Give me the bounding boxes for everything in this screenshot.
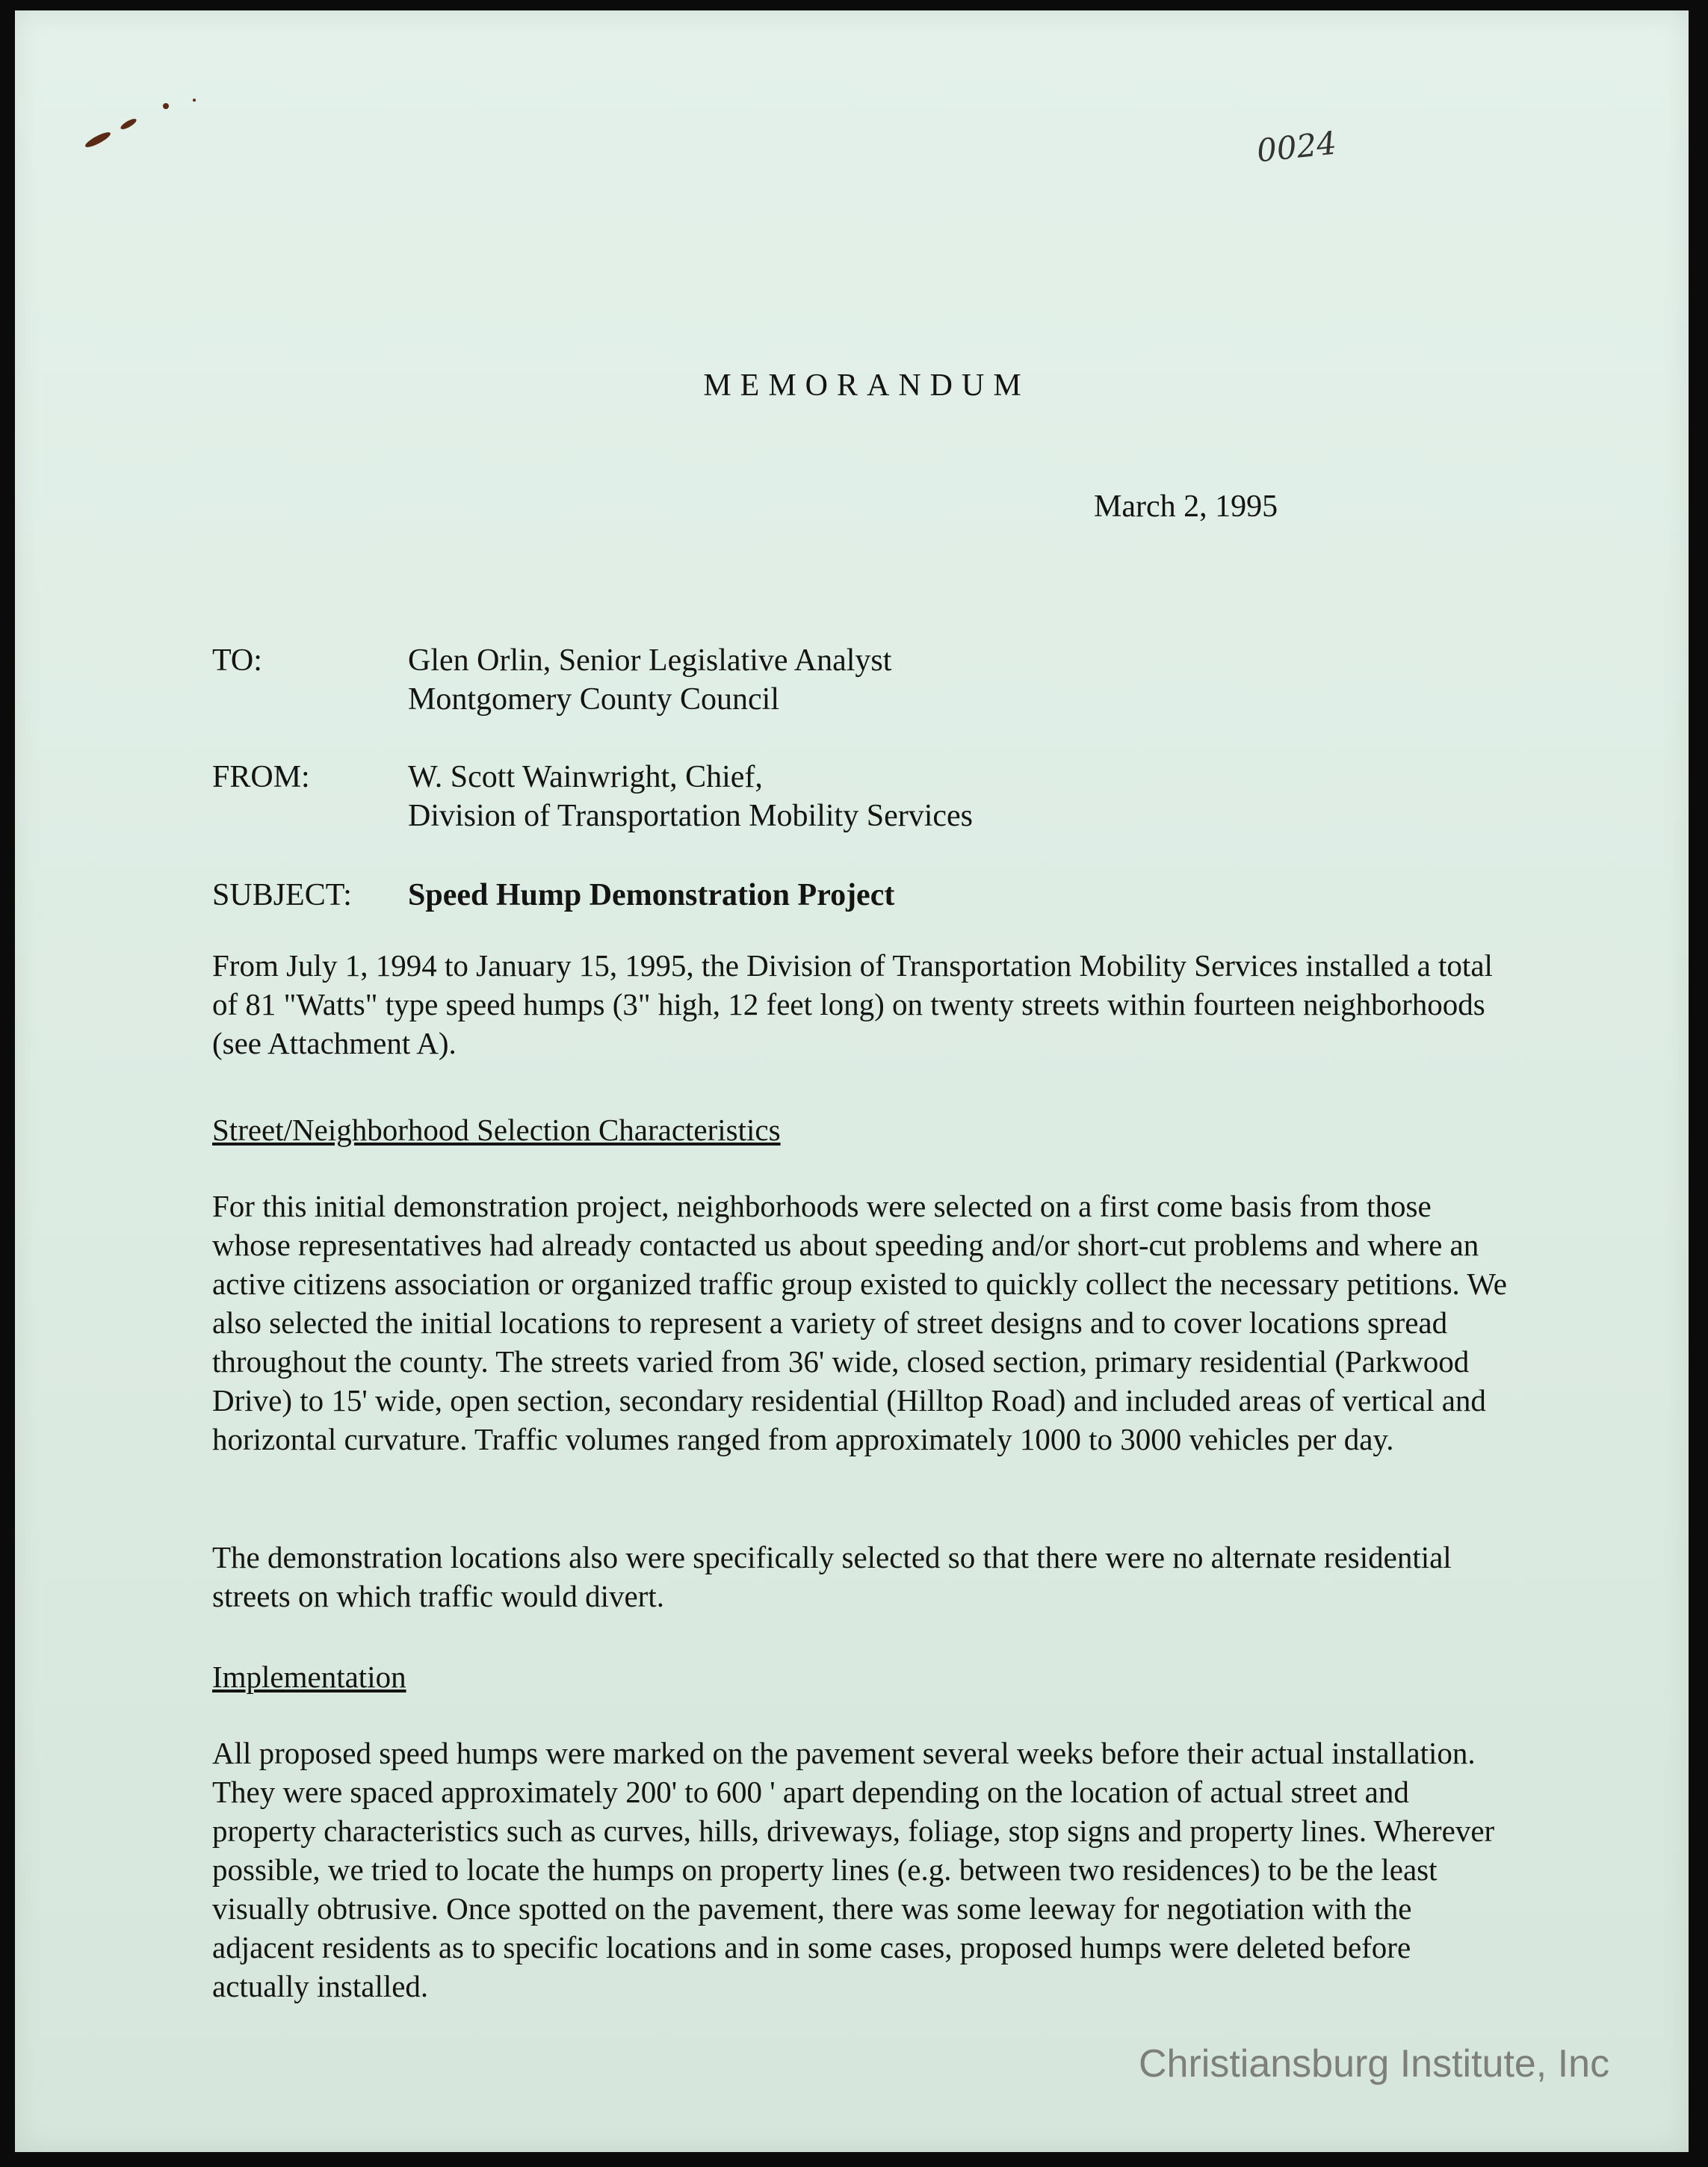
to-name: Glen Orlin, Senior Legislative Analyst bbox=[408, 643, 892, 678]
from-name: W. Scott Wainwright, Chief, bbox=[408, 760, 763, 794]
ink-smudge bbox=[120, 117, 138, 132]
ink-smudge bbox=[84, 130, 112, 150]
section-heading-selection: Street/Neighborhood Selection Characteristics bbox=[212, 1113, 781, 1147]
ink-smudge bbox=[163, 103, 169, 109]
subject-text: Speed Hump Demonstration Project bbox=[408, 878, 895, 912]
implementation-paragraph: All proposed speed humps were marked on the pavement several weeks before their actual installation. They were spaced approximately 200' to 600 ' apart depending on the location of actual street and property characteristics such as curves, hills, driveways, foliage, stop signs and property lines. Wherever possible, we tried to locate the humps on property lines (e.g. between two residences) to be the least visually obtrusive. Once spotted on the pavement, there was some leeway for negotiation with the adjacent residents as to specific locations and in some cases, proposed humps were deleted before actually installed. bbox=[212, 1736, 1495, 2003]
from-label: FROM: bbox=[212, 760, 310, 794]
section-heading-implementation: Implementation bbox=[212, 1660, 406, 1694]
subject-label: SUBJECT: bbox=[212, 878, 352, 912]
from-org: Division of Transportation Mobility Services bbox=[408, 799, 973, 833]
memo-title: MEMORANDUM bbox=[703, 368, 1030, 403]
handwritten-page-number: 0024 bbox=[1254, 124, 1339, 170]
intro-paragraph: From July 1, 1994 to January 15, 1995, the Division of Transportation Mobility Services installed a total of 81 "Watts" type speed humps (3" high, 12 feet long) on twenty streets within fourteen neighborhoods (see Attachment A). bbox=[212, 948, 1493, 1060]
selection-paragraph: For this initial demonstration project, neighborhoods were selected on a first come basis from those whose representatives had already contacted us about speeding and/or short-cut problems and where an active citizens association or organized traffic group existed to quickly collect the necessary petitions. We also selected the initial locations to represent a variety of street designs and to cover locations spread throughout the county. The streets varied from 36' wide, closed section, primary residential (Parkwood Drive) to 15' wide, open section, secondary residential (Hilltop Road) and included areas of vertical and horizontal curvature. Traffic volumes ranged from approximately 1000 to 3000 vehicles per day. bbox=[212, 1189, 1507, 1456]
ink-smudge bbox=[193, 99, 196, 102]
memo-date: March 2, 1995 bbox=[1094, 489, 1278, 524]
document-page bbox=[15, 10, 1689, 2152]
alternate-streets-paragraph: The demonstration locations also were specifically selected so that there were no alternate residential streets on which traffic would divert. bbox=[212, 1540, 1452, 1613]
to-org: Montgomery County Council bbox=[408, 682, 779, 717]
to-label: TO: bbox=[212, 643, 262, 678]
watermark: Christiansburg Institute, Inc bbox=[1139, 2042, 1610, 2086]
